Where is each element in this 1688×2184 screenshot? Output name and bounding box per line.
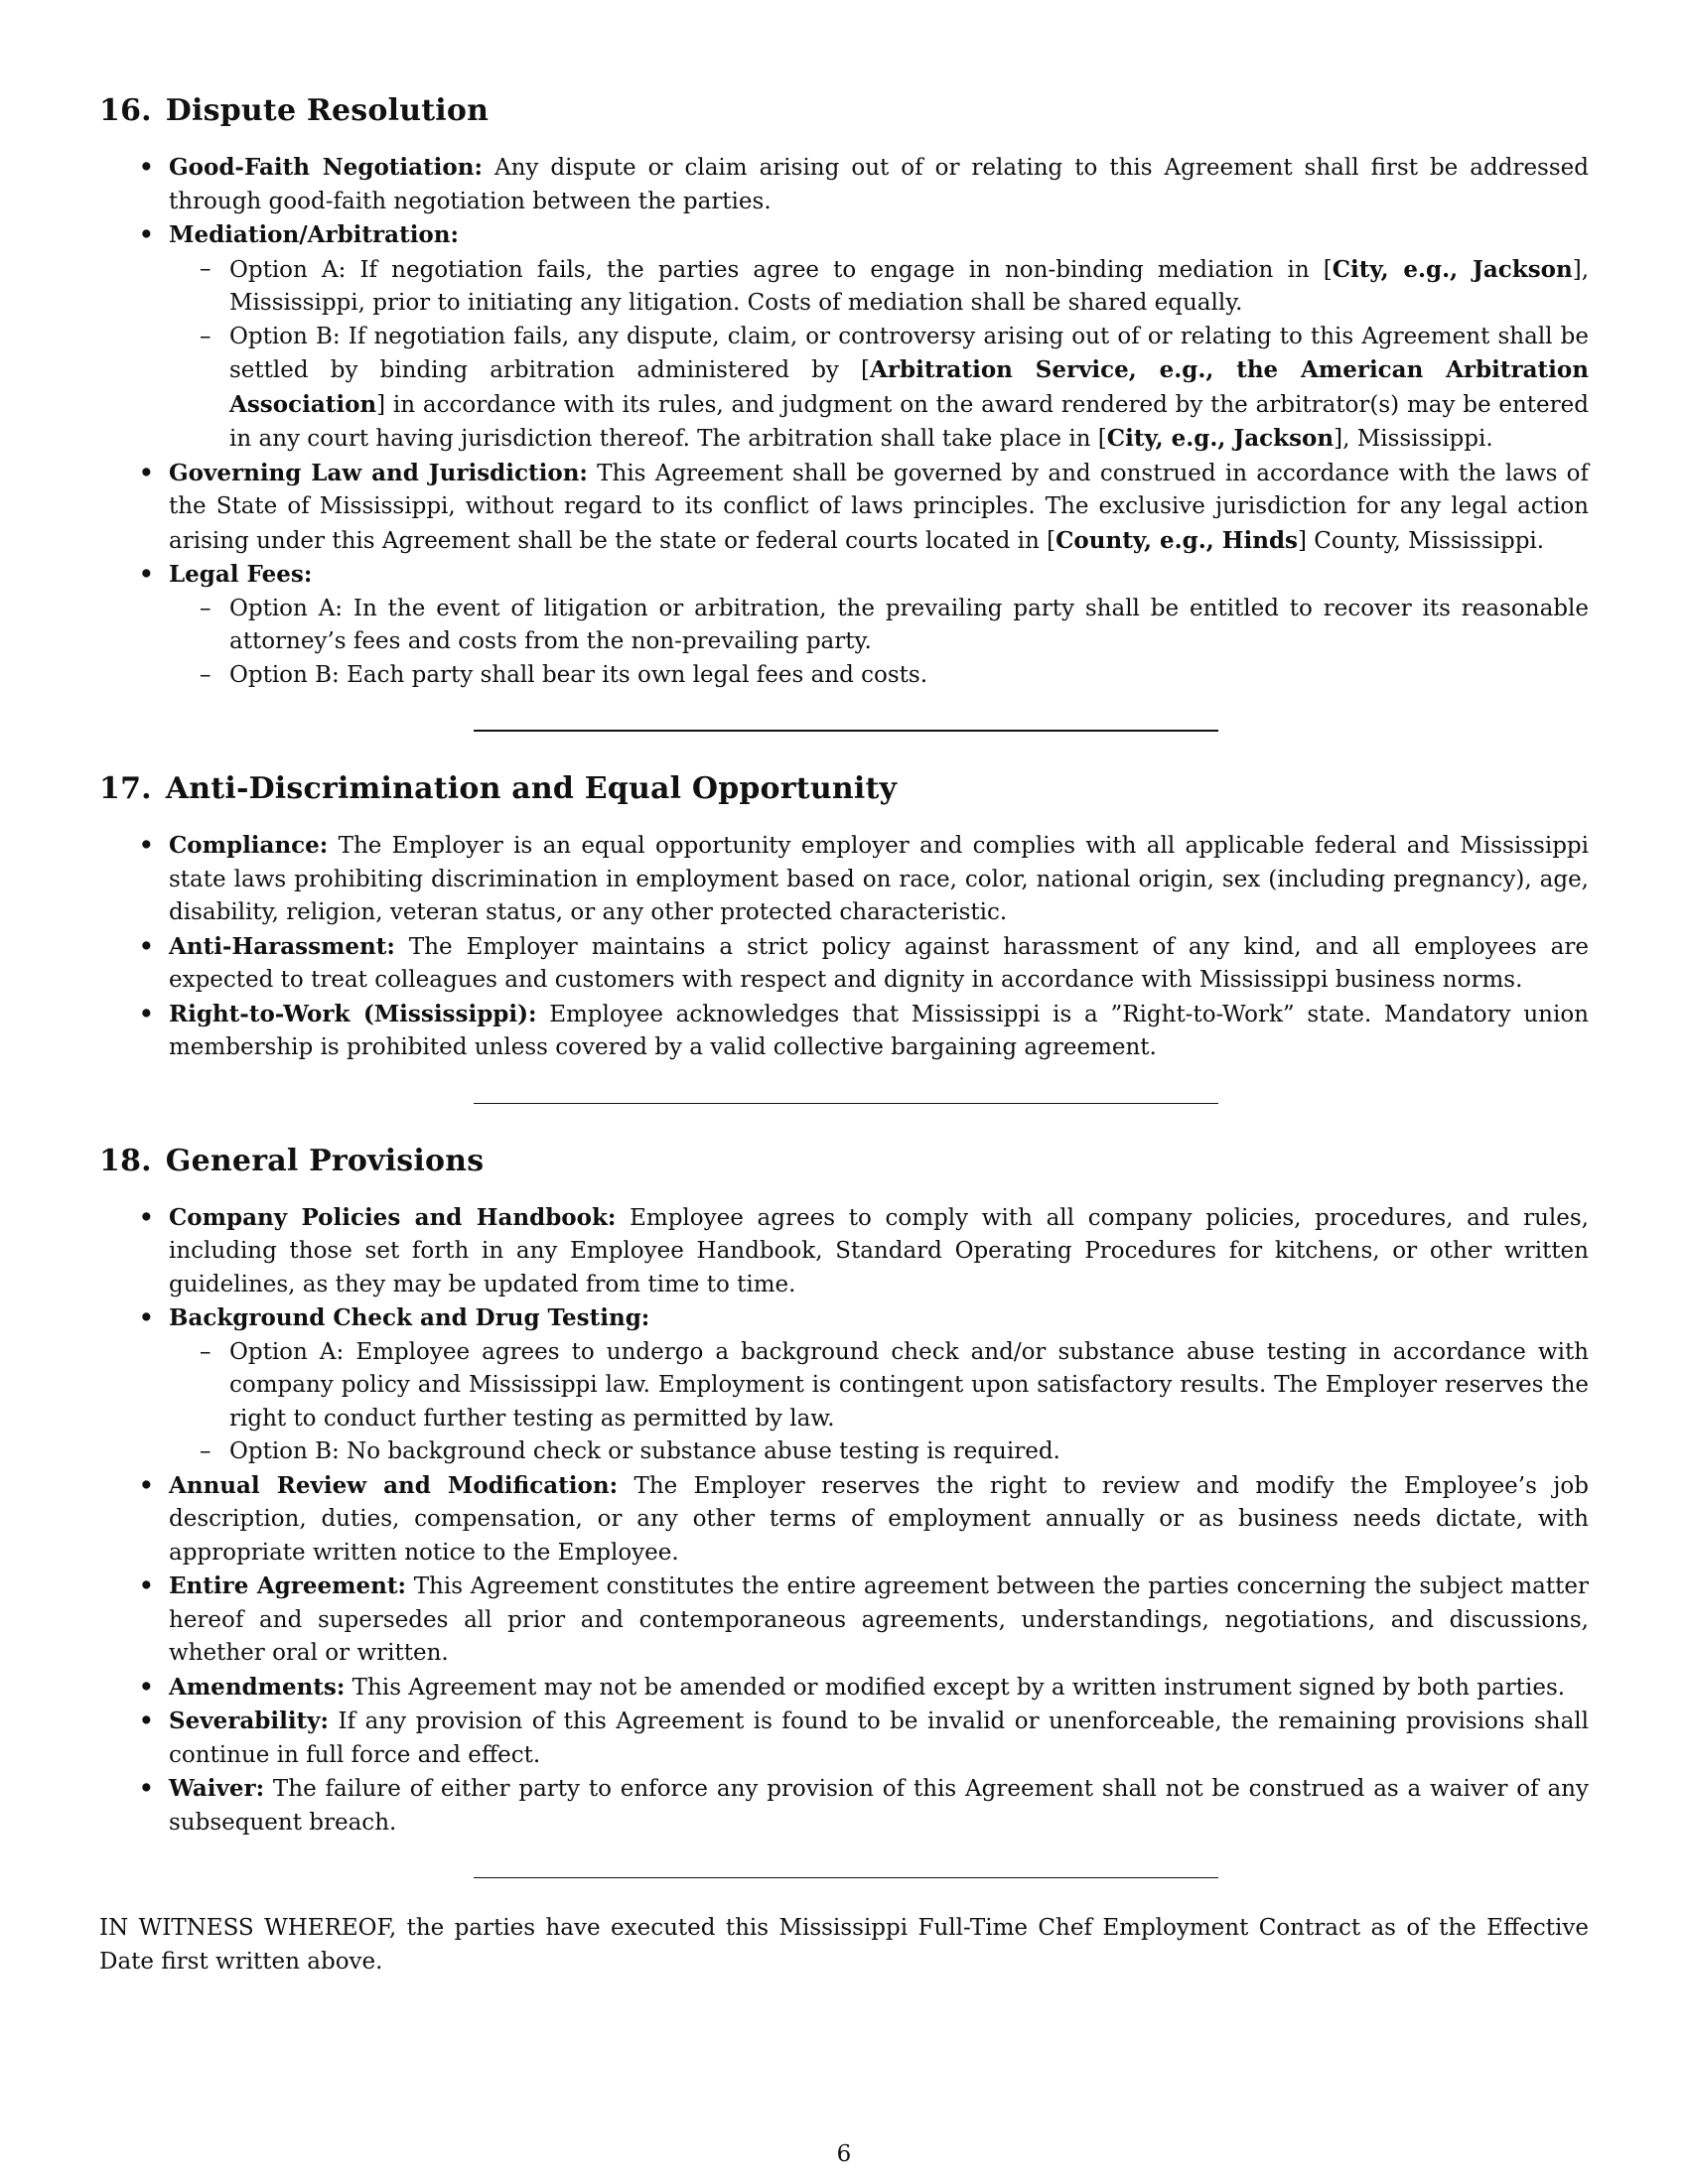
section-title: General Provisions (165, 1143, 485, 1178)
option-a (200, 1336, 1589, 1436)
clause-lead: Governing Law and Jurisdiction: (169, 459, 588, 486)
clause-text: The Employer reserves the right to review and modify the Employee’s job description, duties, compensation, or any other terms of employment annually or as business needs dictate, with appropriate written notice to the Employee. (169, 1472, 1590, 1566)
section-heading (99, 1142, 1589, 1181)
option-list (169, 593, 1589, 693)
section-heading (99, 769, 1589, 809)
clause-list (99, 151, 1589, 692)
clause-amendments (139, 1671, 1589, 1706)
dash-icon: – (200, 1338, 211, 1365)
bullet-icon: • (139, 1203, 154, 1231)
placeholder-city: City, e.g., Jackson (1332, 255, 1573, 283)
clause-text: The failure of either party to enforce any provision of this Agreement shall not be construed as a waiver of any subsequent breach. (169, 1776, 1589, 1836)
bullet-icon: • (139, 1000, 154, 1027)
placeholder-city: City, e.g., Jackson (1106, 425, 1335, 452)
clause-severability (139, 1705, 1589, 1772)
section-number: 18. (99, 1143, 152, 1178)
clause-anti-harassment (139, 930, 1589, 998)
option-text: Option A: In the event of litigation or arbitration, the prevailing party shall be entitled to recover its reasonable attorney’s fees and costs from the non-prevailing party. (229, 595, 1589, 654)
clause-waiver (139, 1772, 1589, 1840)
clause-lead: Good-Faith Negotiation: (169, 154, 483, 181)
bullet-icon: • (139, 1471, 154, 1499)
option-text: Option A: If negotiation fails, the parties agree to engage in non-binding mediation in [ (229, 256, 1333, 283)
clause-lead: Annual Review and Modification: (169, 1471, 619, 1499)
horizontal-rule (474, 1877, 1218, 1878)
clause-text: This Agreement constitutes the entire agreement between the parties concerning the subject matter hereof and supersedes all prior and contemporaneous agreements, understandings, negotiations, and discussions, whether oral or written. (169, 1573, 1589, 1666)
section-number: 17. (99, 771, 152, 806)
bullet-icon: • (139, 561, 154, 588)
option-b (200, 659, 1589, 693)
dash-icon: – (200, 661, 211, 688)
option-list (169, 1336, 1589, 1469)
clause-lead: Anti-Harassment: (169, 932, 395, 960)
option-text: ], Mississippi. (1334, 426, 1493, 452)
clause-lead: Company Policies and Handbook: (169, 1203, 617, 1231)
section-18-general-provisions (99, 1142, 1589, 1879)
bullet-icon: • (139, 1572, 154, 1599)
option-b (200, 321, 1589, 457)
option-text: ], Mississippi, prior to initiating any litigation. Costs of mediation shall be shared equally. (229, 256, 1590, 316)
option-list (169, 253, 1589, 457)
dash-icon: – (200, 323, 211, 349)
clause-legal-fees (139, 558, 1589, 692)
clause-governing-law (139, 457, 1589, 559)
clause-lead: Right-to-Work (Mississippi): (169, 1000, 537, 1027)
clause-lead: Compliance: (169, 832, 329, 859)
clause-annual-review (139, 1469, 1590, 1570)
clause-text: If any provision of this Agreement is found to be invalid or unenforceable, the remaining provisions shall continue in full force and effect. (169, 1708, 1589, 1768)
section-17-anti-discrimination (99, 769, 1589, 1142)
clause-text: Employee agrees to comply with all company policies, procedures, and rules, including those set forth in any Employee Handbook, Standard Operating Procedures for kitchens, or other written guidelines, as they may be updated from time to time. (169, 1204, 1589, 1297)
clause-text: The Employer is an equal opportunity employer and complies with all applicable federal and Mississippi state laws prohibiting discrimination in employment based on race, color, national origin, sex (including pregnancy), age, disability, religion, veteran status, or any other protected characteristic. (169, 833, 1589, 925)
clause-mediation-arbitration (139, 218, 1590, 457)
section-heading (99, 91, 1589, 131)
clause-compliance (139, 829, 1589, 930)
dash-icon: – (200, 1438, 211, 1464)
section-title: Dispute Resolution (165, 93, 490, 128)
document-page (99, 91, 1589, 2001)
option-b (200, 1435, 1589, 1469)
bullet-icon: • (139, 1775, 154, 1802)
clause-lead: Mediation/Arbitration: (169, 221, 459, 248)
bullet-icon: • (139, 1707, 154, 1734)
option-text: Option B: Each party shall bear its own legal fees and costs. (229, 661, 928, 688)
dash-icon: – (200, 595, 211, 621)
clause-lead: Background Check and Drug Testing: (169, 1304, 650, 1331)
bullet-icon: • (139, 154, 154, 181)
clause-right-to-work (139, 998, 1589, 1065)
placeholder-county: County, e.g., Hinds (1055, 526, 1298, 554)
clause-entire-agreement (139, 1570, 1589, 1671)
bullet-icon: • (139, 832, 154, 859)
witness-statement: IN WITNESS WHEREOF, the parties have executed this Mississippi Full-Time Chef Employment Contract as of the Effective Date first written above. (99, 1915, 1589, 1975)
clause-lead: Legal Fees: (169, 561, 313, 588)
clause-text: The Employer maintains a strict policy against harassment of any kind, and all employees are expected to treat colleagues and customers with respect and dignity in accordance with Mississippi business norms. (169, 933, 1589, 993)
clause-good-faith-negotiation (139, 151, 1589, 218)
clause-list (99, 1201, 1589, 1841)
clause-company-policies (139, 1201, 1589, 1302)
placeholder-arbitration-service: Arbitration Service, e.g., the American Arbitration Association (229, 356, 1589, 418)
option-a (200, 253, 1590, 321)
option-text: Option B: If negotiation fails, any dispute, claim, or controversy arising out of or relating to this Agreement shall be settled by binding arbitration administered by [ (229, 323, 1589, 383)
section-16-dispute-resolution (99, 91, 1589, 769)
clause-text: Employee acknowledges that Mississippi is a ”Right-to-Work” state. Mandatory union membership is prohibited unless covered by a valid collective bargaining agreement. (169, 1001, 1589, 1060)
clause-lead: Severability: (169, 1707, 330, 1734)
clause-lead: Waiver: (169, 1775, 265, 1802)
option-text: Option B: No background check or substance abuse testing is required. (229, 1438, 1060, 1464)
bullet-icon: • (139, 1304, 154, 1331)
option-text: Option A: Employee agrees to undergo a background check and/or substance abuse testing in accordance with company policy and Mississippi law. Employment is contingent upon satisfactory results. The Employer reserves the right to conduct further testing as permitted by law. (229, 1338, 1589, 1432)
clause-text: Any dispute or claim arising out of or relating to this Agreement shall first be addressed through good-faith negotiation between the parties. (169, 155, 1589, 214)
bullet-icon: • (139, 1673, 154, 1701)
bullet-icon: • (139, 221, 154, 248)
section-title: Anti-Discrimination and Equal Opportunity (165, 771, 898, 806)
clause-text: ] County, Mississippi. (1297, 527, 1545, 554)
bullet-icon: • (139, 459, 154, 486)
clause-lead: Amendments: (169, 1673, 346, 1701)
clause-text: This Agreement may not be amended or modified except by a written instrument signed by both parties. (345, 1674, 1566, 1701)
option-a (200, 593, 1589, 659)
section-number: 16. (99, 93, 152, 128)
clause-list (99, 829, 1589, 1065)
option-text: ] in accordance with its rules, and judgment on the award rendered by the arbitrator(s) may be entered in any court having jurisdiction thereof. The arbitration shall take place in [ (229, 391, 1589, 452)
clause-background-check (139, 1301, 1589, 1469)
page-number: 6 (836, 2141, 852, 2167)
bullet-icon: • (139, 932, 154, 960)
clause-lead: Entire Agreement: (169, 1572, 406, 1599)
clause-text: This Agreement shall be governed by and construed in accordance with the laws of the State of Mississippi, without regard to its conflict of laws principles. The exclusive jurisdiction for any legal action arising under this Agreement shall be the state or federal courts located in [ (169, 460, 1589, 554)
dash-icon: – (200, 255, 211, 282)
